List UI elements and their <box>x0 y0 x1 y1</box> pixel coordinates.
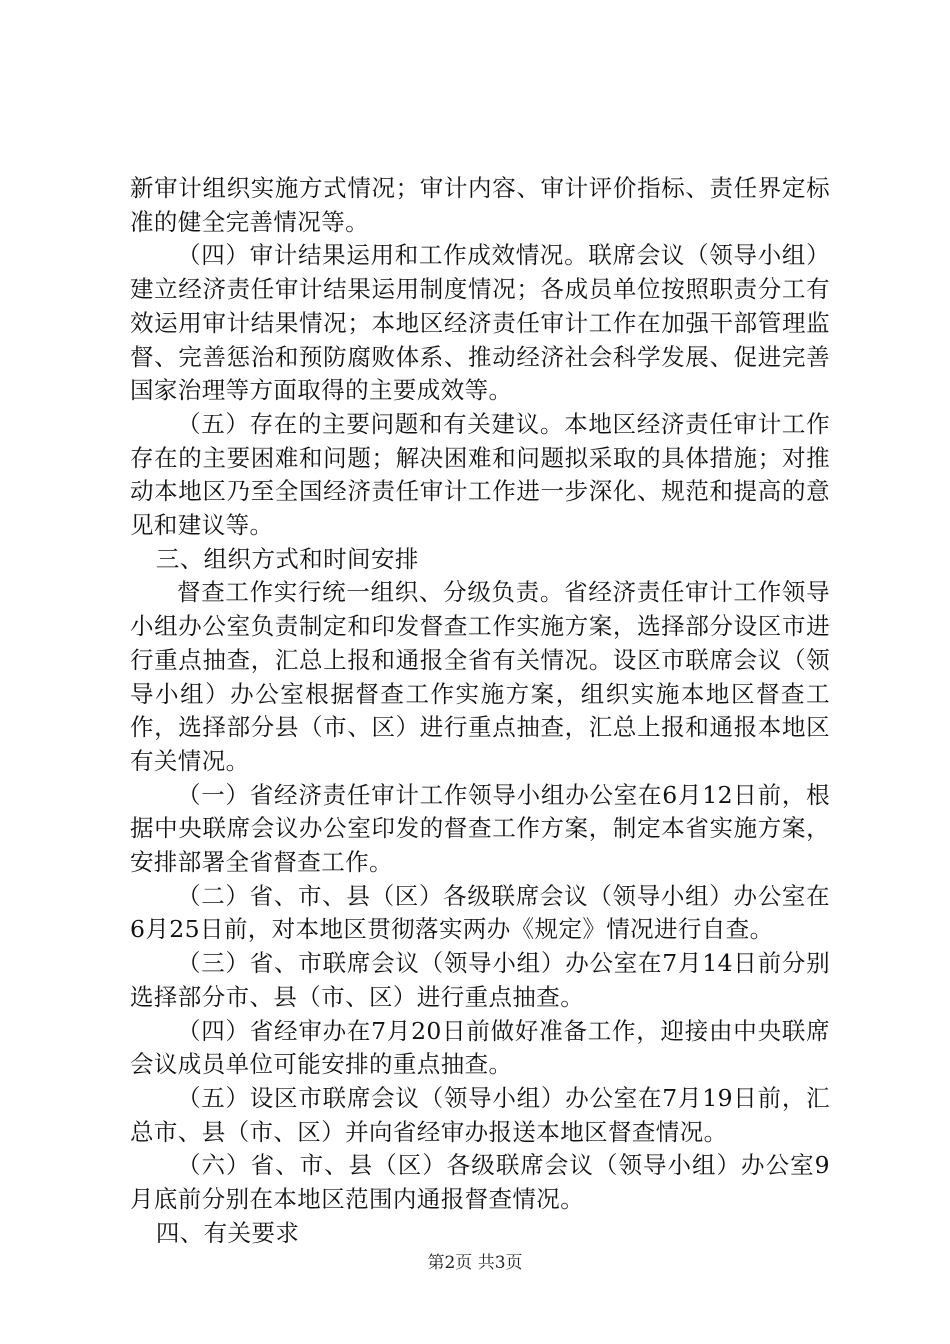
paragraph-6: （一）省经济责任审计工作领导小组办公室在6月12日前，根据中央联席会议办公室印发的督查工作方案，制定本省实施方案，安排部署全省督查工作。 <box>130 780 830 877</box>
paragraph-7: （二）省、市、县（区）各级联席会议（领导小组）办公室在6月25日前，对本地区贯彻落实两办《规定》情况进行自查。 <box>130 881 830 944</box>
paragraph-5: 督查工作实行统一组织、分级负责。省经济责任审计工作领导小组办公室负责制定和印发督查工作实施方案，选择部分设区市进行重点抽查，汇总上报和通报全省有关情况。设区市联席会议（领导小组）办公室根据督查工作实施方案，组织实施本地区督查工作，选择部分县（市、区）进行重点抽查，汇总上报和通报本地区有关情况。 <box>130 578 830 775</box>
paragraph-8: （三）省、市联席会议（领导小组）办公室在7月14日前分别选择部分市、县（市、区）进行重点抽查。 <box>130 949 830 1011</box>
section-heading-3: 三、组织方式和时间安排 <box>155 544 419 573</box>
section-heading-4: 四、有关要求 <box>155 1218 300 1247</box>
paragraph-3: （五）存在的主要问题和有关建议。本地区经济责任审计工作存在的主要困难和问题；解决困难和问题拟采取的具体措施；对推动本地区乃至全国经济责任审计工作进一步深化、规范和提高的意见和建议等。 <box>130 409 830 540</box>
paragraph-1: 新审计组织实施方式情况；审计内容、审计评价指标、责任界定标准的健全完善情况等。 <box>130 174 830 236</box>
paragraph-2: （四）审计结果运用和工作成效情况。联席会议（领导小组）建立经济责任审计结果运用制度情况；各成员单位按照职责分工有效运用审计结果情况；本地区经济责任审计工作在加强干部管理监督、完善惩治和预防腐败体系、推动经济社会科学发展、促进完善国家治理等方面取得的主要成效等。 <box>130 241 830 405</box>
paragraph-9: （四）省经审办在7月20日前做好准备工作，迎接由中央联席会议成员单位可能安排的重点抽查。 <box>130 1016 830 1079</box>
document-body <box>130 172 830 1251</box>
paragraph-10: （五）设区市联席会议（领导小组）办公室在7月19日前，汇总市、县（市、区）并向省经审办报送本地区督查情况。 <box>130 1083 830 1146</box>
paragraph-11: （六）省、市、县（区）各级联席会议（领导小组）办公室9月底前分别在本地区范围内通报督查情况。 <box>130 1151 830 1214</box>
page-footer: 第2页 共3页 <box>427 1253 523 1273</box>
